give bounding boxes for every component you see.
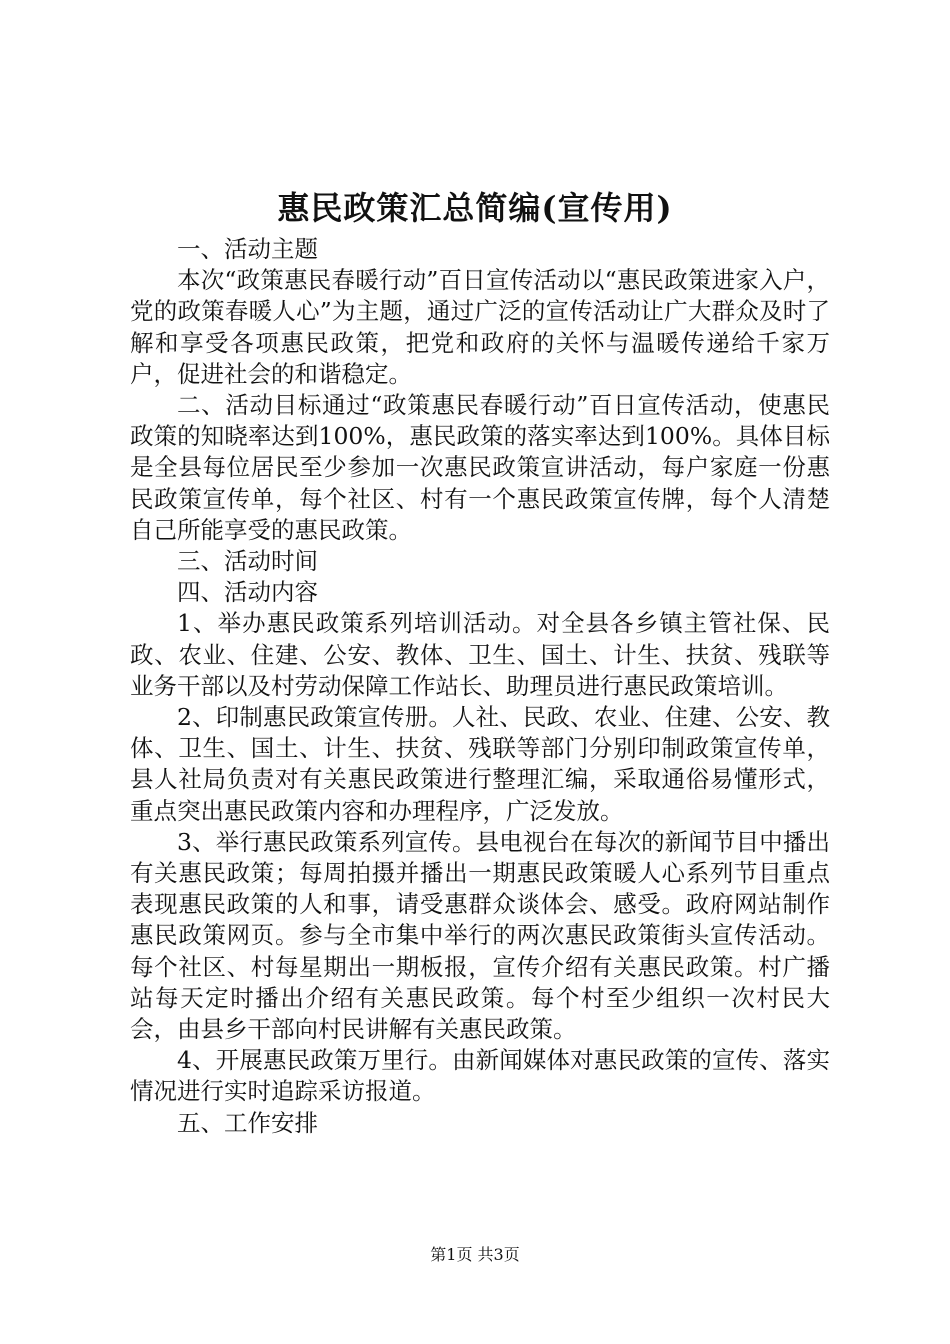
document-body: [130, 234, 830, 1139]
paragraph-item-4: 4、开展惠民政策万里行。由新闻媒体对惠民政策的宣传、落实情况进行实时追踪采访报道。: [130, 1046, 830, 1106]
paragraph-theme: 本次“政策惠民春暖行动”百日宣传活动以“惠民政策进家入户，党的政策春暖人心”为主题，通过广泛的宣传活动让广大群众及时了解和享受各项惠民政策，把党和政府的关怀与温暖传递给千家万户，促进社会的和谐稳定。: [130, 266, 830, 388]
section-heading-time: 三、活动时间: [177, 547, 318, 576]
page-number: 第1页 共3页: [430, 1245, 520, 1264]
paragraph-item-3: 3、举行惠民政策系列宣传。县电视台在每次的新闻节目中播出有关惠民政策；每周拍摄并播出一期惠民政策暖人心系列节目重点表现惠民政策的人和事，请受惠群众谈体会、感受。政府网站制作惠民政策网页。参与全市集中举行的两次惠民政策街头宣传活动。每个社区、村每星期出一期板报，宣传介绍有关惠民政策。村广播站每天定时播出介绍有关惠民政策。每个村至少组织一次村民大会，由县乡干部向村民讲解有关惠民政策。: [130, 827, 830, 1044]
paragraph-goal: 二、活动目标通过“政策惠民春暖行动”百日宣传活动，使惠民政策的知晓率达到100%，惠民政策的落实率达到100%。具体目标是全县每位居民至少参加一次惠民政策宣讲活动，每户家庭一份惠民政策宣传单，每个社区、村有一个惠民政策宣传牌，每个人清楚自己所能享受的惠民政策。: [130, 391, 830, 544]
document-title: 惠民政策汇总简编(宣传用): [277, 189, 673, 227]
section-heading-theme: 一、活动主题: [177, 235, 318, 263]
section-heading-content: 四、活动内容: [177, 578, 318, 607]
section-heading-arrangement: 五、工作安排: [177, 1108, 318, 1137]
paragraph-item-2: 2、印制惠民政策宣传册。人社、民政、农业、住建、公安、教体、卫生、国土、计生、扶贫、残联等部门分别印制政策宣传单，县人社局负责对有关惠民政策进行整理汇编，采取通俗易懂形式，重点突出惠民政策内容和办理程序，广泛发放。: [130, 703, 830, 825]
paragraph-item-1: 1、举办惠民政策系列培训活动。对全县各乡镇主管社保、民政、农业、住建、公安、教体、卫生、国土、计生、扶贫、残联等业务干部以及村劳动保障工作站长、助理员进行惠民政策培训。: [130, 609, 830, 700]
